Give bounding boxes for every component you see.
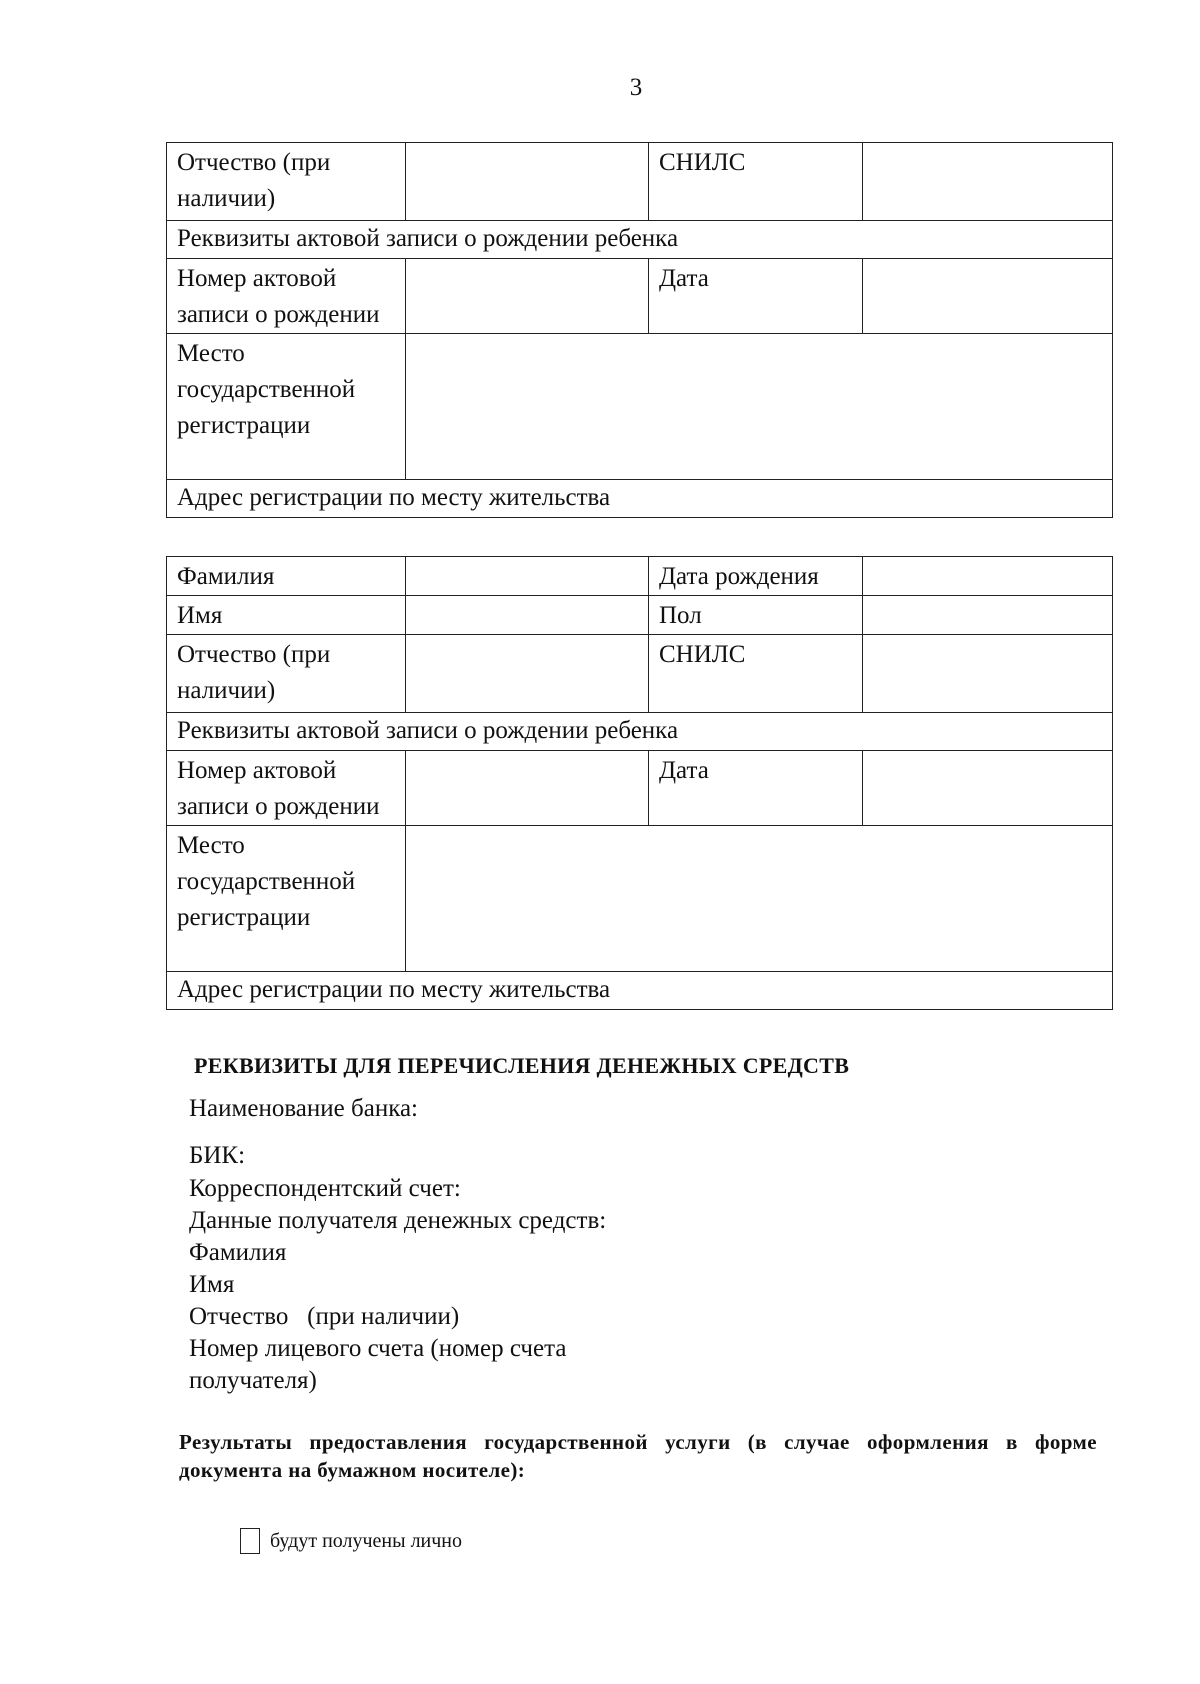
registration-place-field[interactable]	[406, 826, 1113, 972]
child-form-table-1	[166, 142, 1113, 518]
record-number-field[interactable]	[406, 259, 649, 334]
date-label: Дата	[649, 259, 863, 334]
registration-place-field[interactable]	[406, 334, 1113, 480]
registration-place-label: Место государственной регистрации	[167, 334, 406, 480]
sex-label: Пол	[649, 596, 863, 635]
address-label: Адрес регистрации по месту жительства	[167, 480, 1113, 518]
name-label: Имя	[167, 596, 406, 635]
account-number-label-line1: Номер лицевого счета (номер счета	[189, 1335, 567, 1362]
snils-field[interactable]	[863, 143, 1113, 221]
account-number-label-line2: получателя)	[189, 1367, 317, 1394]
surname-field[interactable]	[406, 557, 649, 596]
bank-name-label: Наименование банка:	[189, 1095, 419, 1122]
patronymic-label: Отчество (при наличии)	[167, 635, 406, 713]
surname-label: Фамилия	[167, 557, 406, 596]
recipient-name-label: Имя	[189, 1271, 235, 1298]
results-heading: Результаты предоставления государственной услуги (в случае оформления в форме документа на бумажном носителе):	[179, 1430, 1097, 1482]
snils-field[interactable]	[863, 635, 1113, 713]
birth-date-field[interactable]	[863, 557, 1113, 596]
birth-date-label: Дата рождения	[649, 557, 863, 596]
record-number-field[interactable]	[406, 751, 649, 826]
birth-record-title: Реквизиты актовой записи о рождении ребенка	[167, 713, 1113, 751]
recipient-patronymic-label: Отчество (при наличии)	[189, 1303, 460, 1330]
snils-label: СНИЛС	[649, 143, 863, 221]
bik-label: БИК:	[189, 1142, 246, 1169]
patronymic-label: Отчество (при наличии)	[167, 143, 406, 221]
address-label: Адрес регистрации по месту жительства	[167, 972, 1113, 1010]
option-personal-label: будут получены лично	[270, 1529, 463, 1552]
recipient-surname-label: Фамилия	[189, 1239, 287, 1266]
snils-label: СНИЛС	[649, 635, 863, 713]
sex-field[interactable]	[863, 596, 1113, 635]
option-personal-row[interactable]	[240, 1528, 462, 1554]
personal-checkbox[interactable]	[240, 1528, 260, 1554]
page-number: 3	[629, 74, 643, 101]
birth-record-title: Реквизиты актовой записи о рождении ребенка	[167, 221, 1113, 259]
date-field[interactable]	[863, 259, 1113, 334]
corr-account-label: Корреспондентский счет:	[189, 1175, 461, 1202]
record-number-label: Номер актовой записи о рождении	[167, 751, 406, 826]
date-label: Дата	[649, 751, 863, 826]
name-field[interactable]	[406, 596, 649, 635]
patronymic-field[interactable]	[406, 635, 649, 713]
child-form-table-2	[166, 556, 1113, 1010]
record-number-label: Номер актовой записи о рождении	[167, 259, 406, 334]
date-field[interactable]	[863, 751, 1113, 826]
recipient-data-label: Данные получателя денежных средств:	[189, 1207, 607, 1234]
registration-place-label: Место государственной регистрации	[167, 826, 406, 972]
bank-section-title: РЕКВИЗИТЫ ДЛЯ ПЕРЕЧИСЛЕНИЯ ДЕНЕЖНЫХ СРЕДСТВ	[194, 1053, 850, 1078]
patronymic-field[interactable]	[406, 143, 649, 221]
